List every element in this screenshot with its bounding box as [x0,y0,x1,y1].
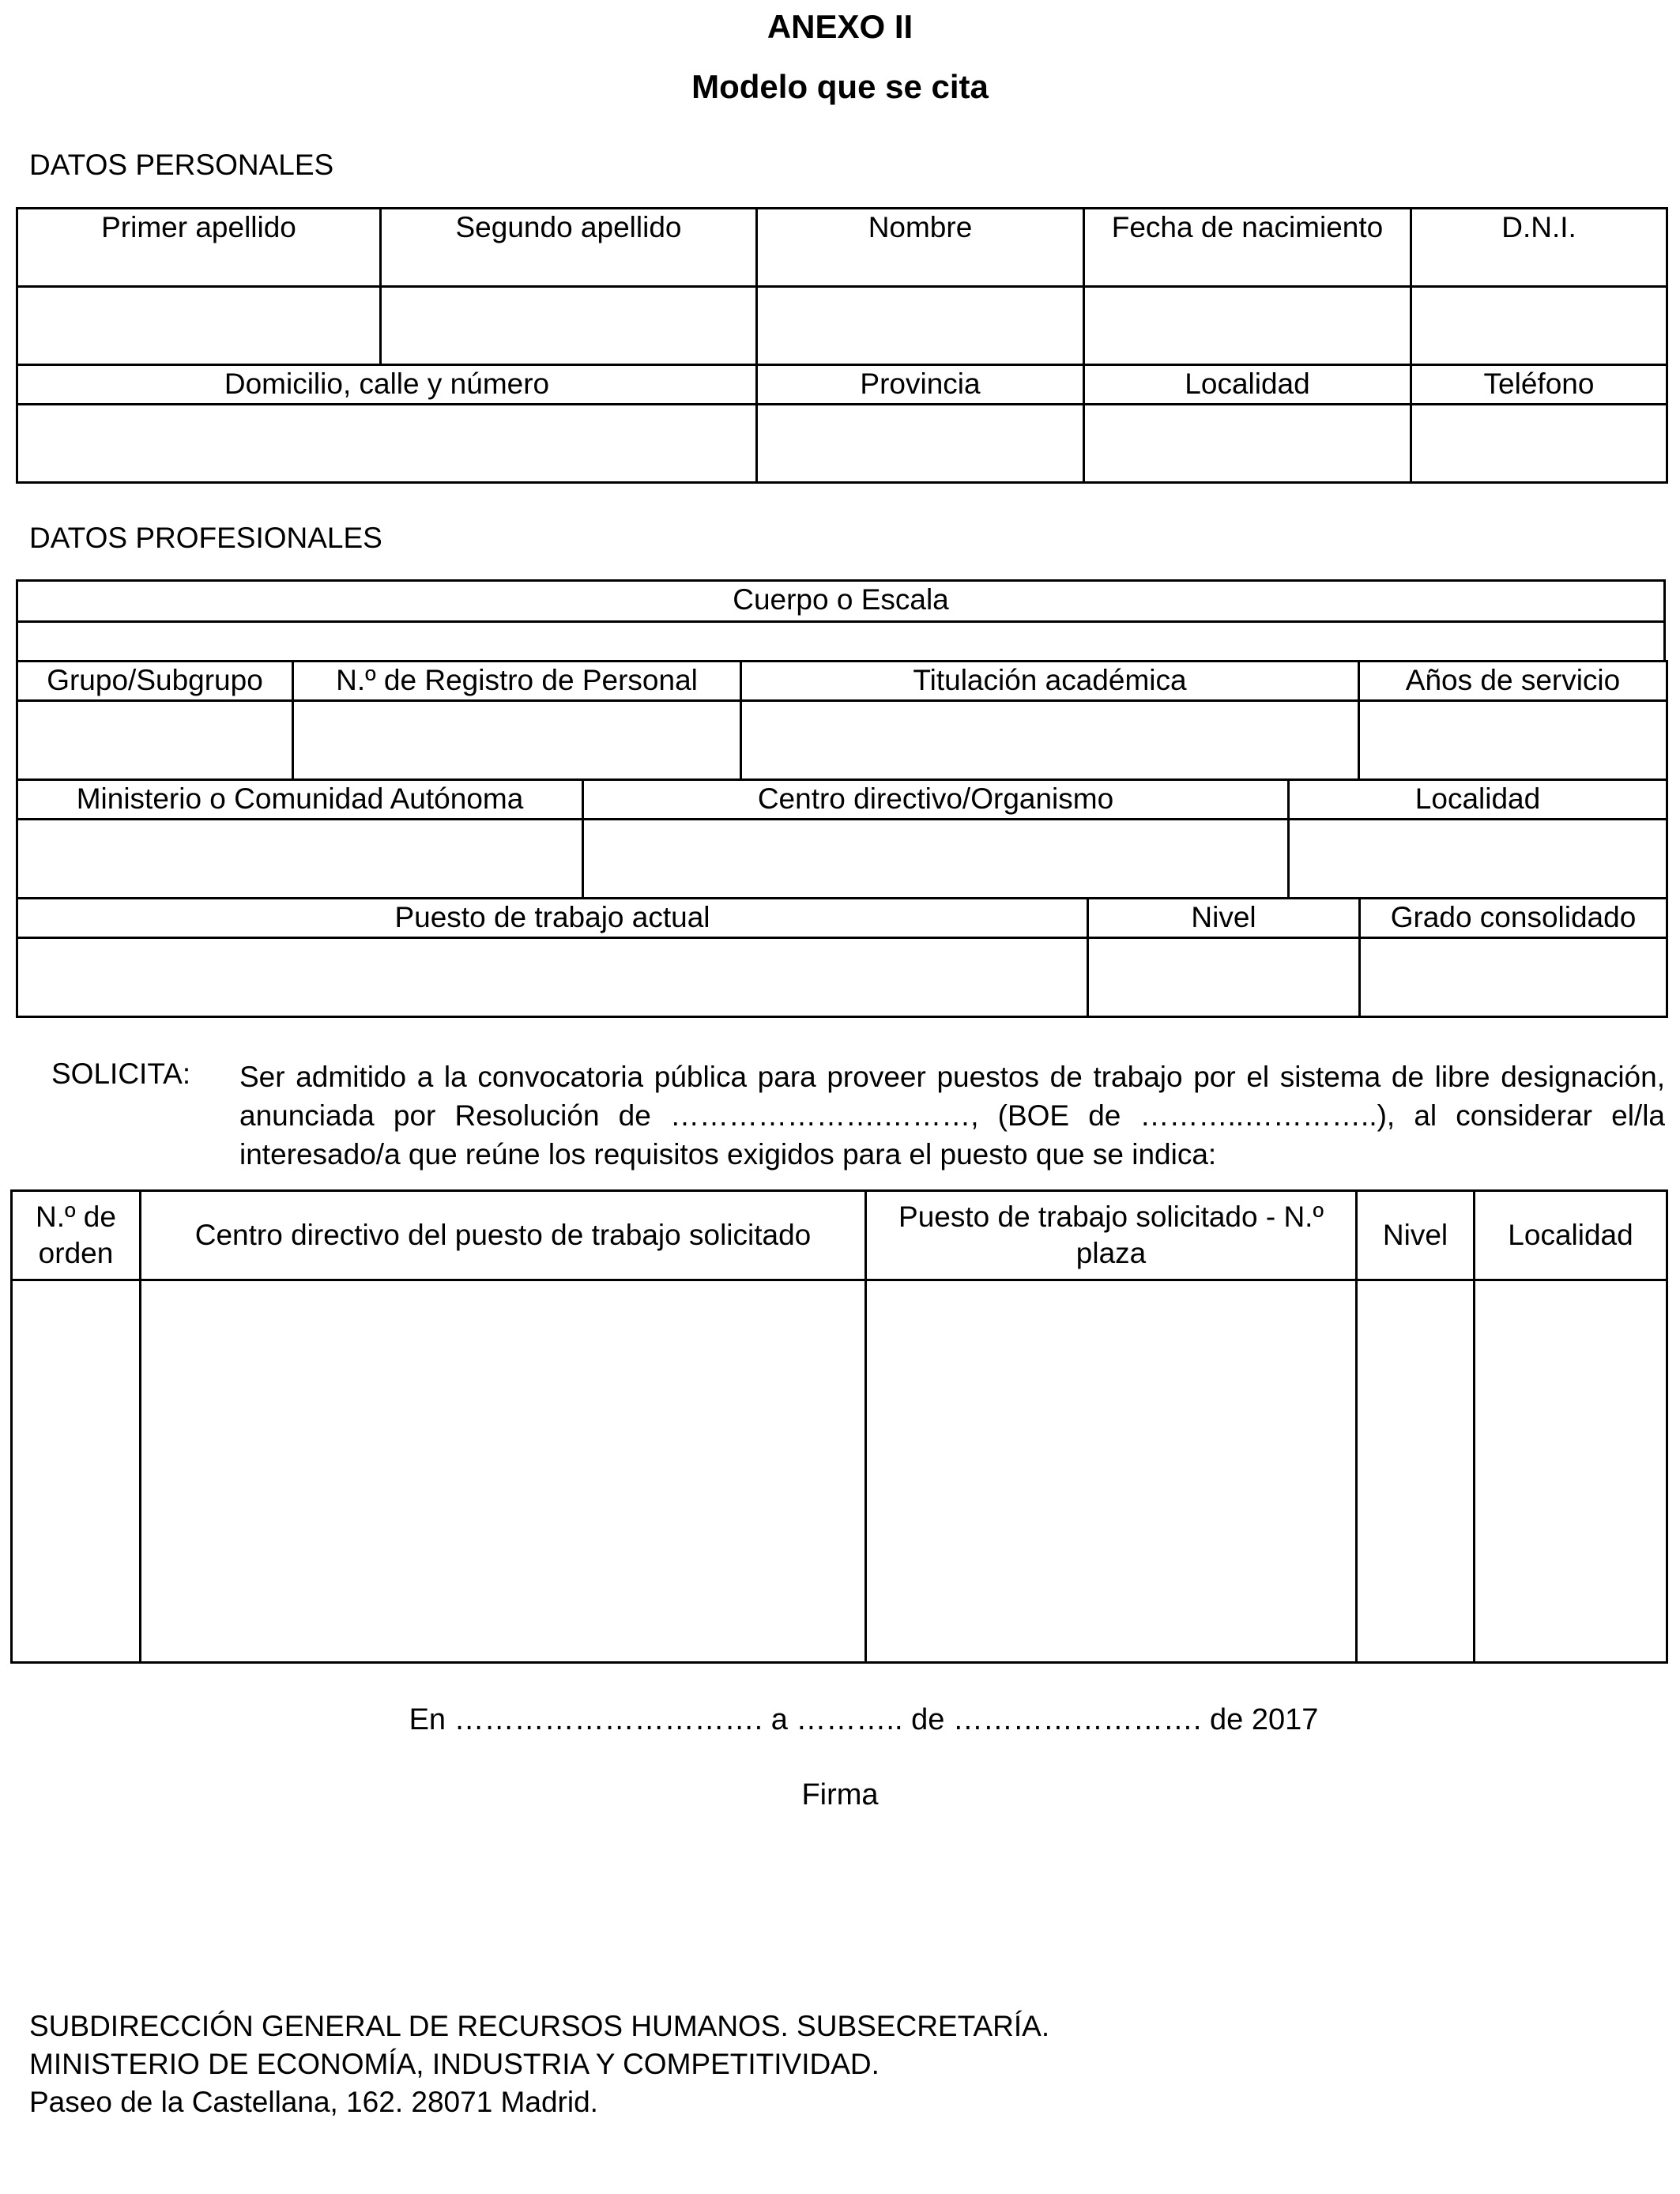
footer-line-1: SUBDIRECCIÓN GENERAL DE RECURSOS HUMANOS. SUBSECRETARÍA. [29,2010,1050,2042]
header-titulacion: Titulación académica [741,662,1359,701]
header-grado-consolidado: Grado consolidado [1360,899,1667,938]
puesto-actual-table [16,897,1668,1018]
personal-data-table [16,207,1668,484]
header-puesto-actual: Puesto de trabajo actual [17,899,1088,938]
header-dni: D.N.I. [1411,209,1667,287]
cuerpo-table [16,579,1666,662]
field-centro-directivo[interactable] [583,820,1289,899]
field-nivel-solicitado[interactable] [1357,1280,1475,1663]
requested-positions-table [10,1189,1668,1664]
field-telefono[interactable] [1411,405,1667,483]
header-segundo-apellido: Segundo apellido [381,209,757,287]
date-line: En …………………………. a ……….. de ……………………. de 2017 [409,1703,1319,1736]
field-registro-personal[interactable] [293,701,741,780]
field-nivel-actual[interactable] [1088,938,1360,1017]
header-anos-servicio: Años de servicio [1359,662,1667,701]
header-cuerpo-escala: Cuerpo o Escala [17,581,1665,622]
annex-title: ANEXO II [767,8,913,45]
field-centro-solicitado[interactable] [141,1280,866,1663]
annex-subtitle: Modelo que se cita [691,68,989,105]
field-titulacion[interactable] [741,701,1359,780]
field-grupo-subgrupo[interactable] [17,701,293,780]
header-domicilio: Domicilio, calle y número [17,365,757,405]
field-anos-servicio[interactable] [1359,701,1667,780]
signature-label: Firma [801,1778,879,1811]
header-provincia: Provincia [757,365,1084,405]
ministerio-table [16,778,1668,899]
header-numero-orden: N.º de orden [12,1191,141,1280]
field-nombre[interactable] [757,287,1084,365]
field-fecha-nacimiento[interactable] [1084,287,1411,365]
header-localidad: Localidad [1084,365,1411,405]
header-ministerio: Ministerio o Comunidad Autónoma [17,780,583,820]
field-provincia[interactable] [757,405,1084,483]
field-localidad-solicitada[interactable] [1475,1280,1667,1663]
request-label: SOLICITA: [51,1057,191,1090]
field-dni[interactable] [1411,287,1667,365]
field-segundo-apellido[interactable] [381,287,757,365]
header-primer-apellido: Primer apellido [17,209,381,287]
field-localidad[interactable] [1084,405,1411,483]
field-domicilio[interactable] [17,405,757,483]
footer-line-2: MINISTERIO DE ECONOMÍA, INDUSTRIA Y COMPETITIVIDAD. [29,2048,880,2080]
header-centro-solicitado: Centro directivo del puesto de trabajo solicitado [141,1191,866,1280]
header-nivel-actual: Nivel [1088,899,1360,938]
field-puesto-solicitado[interactable] [866,1280,1357,1663]
request-text: Ser admitido a la convocatoria pública para proveer puestos de trabajo por el sistema de libre designación, anunciada por Resolución de ………………….………, (BOE de ………..…………..), al considerar el/la interesado/a que reúne los requisitos exigidos para el puesto que se indica: [239,1061,1665,1171]
footer-line-3: Paseo de la Castellana, 162. 28071 Madrid. [29,2086,598,2118]
header-nombre: Nombre [757,209,1084,287]
header-puesto-solicitado: Puesto de trabajo solicitado - N.º plaza [866,1191,1357,1280]
header-localidad-profesional: Localidad [1289,780,1667,820]
professional-data-label: DATOS PROFESIONALES [29,522,382,554]
field-primer-apellido[interactable] [17,287,381,365]
personal-data-label: DATOS PERSONALES [29,149,334,181]
field-numero-orden[interactable] [12,1280,141,1663]
field-cuerpo-escala[interactable] [17,622,1665,662]
footer-address [29,2007,1049,2121]
field-ministerio[interactable] [17,820,583,899]
grupo-table [16,660,1668,781]
header-grupo-subgrupo: Grupo/Subgrupo [17,662,293,701]
field-localidad-profesional[interactable] [1289,820,1667,899]
header-centro-directivo: Centro directivo/Organismo [583,780,1289,820]
header-nivel-solicitado: Nivel [1357,1191,1475,1280]
header-fecha-nacimiento: Fecha de nacimiento [1084,209,1411,287]
field-puesto-actual[interactable] [17,938,1088,1017]
header-registro-personal: N.º de Registro de Personal [293,662,741,701]
header-telefono: Teléfono [1411,365,1667,405]
field-grado-consolidado[interactable] [1360,938,1667,1017]
header-localidad-solicitada: Localidad [1475,1191,1667,1280]
